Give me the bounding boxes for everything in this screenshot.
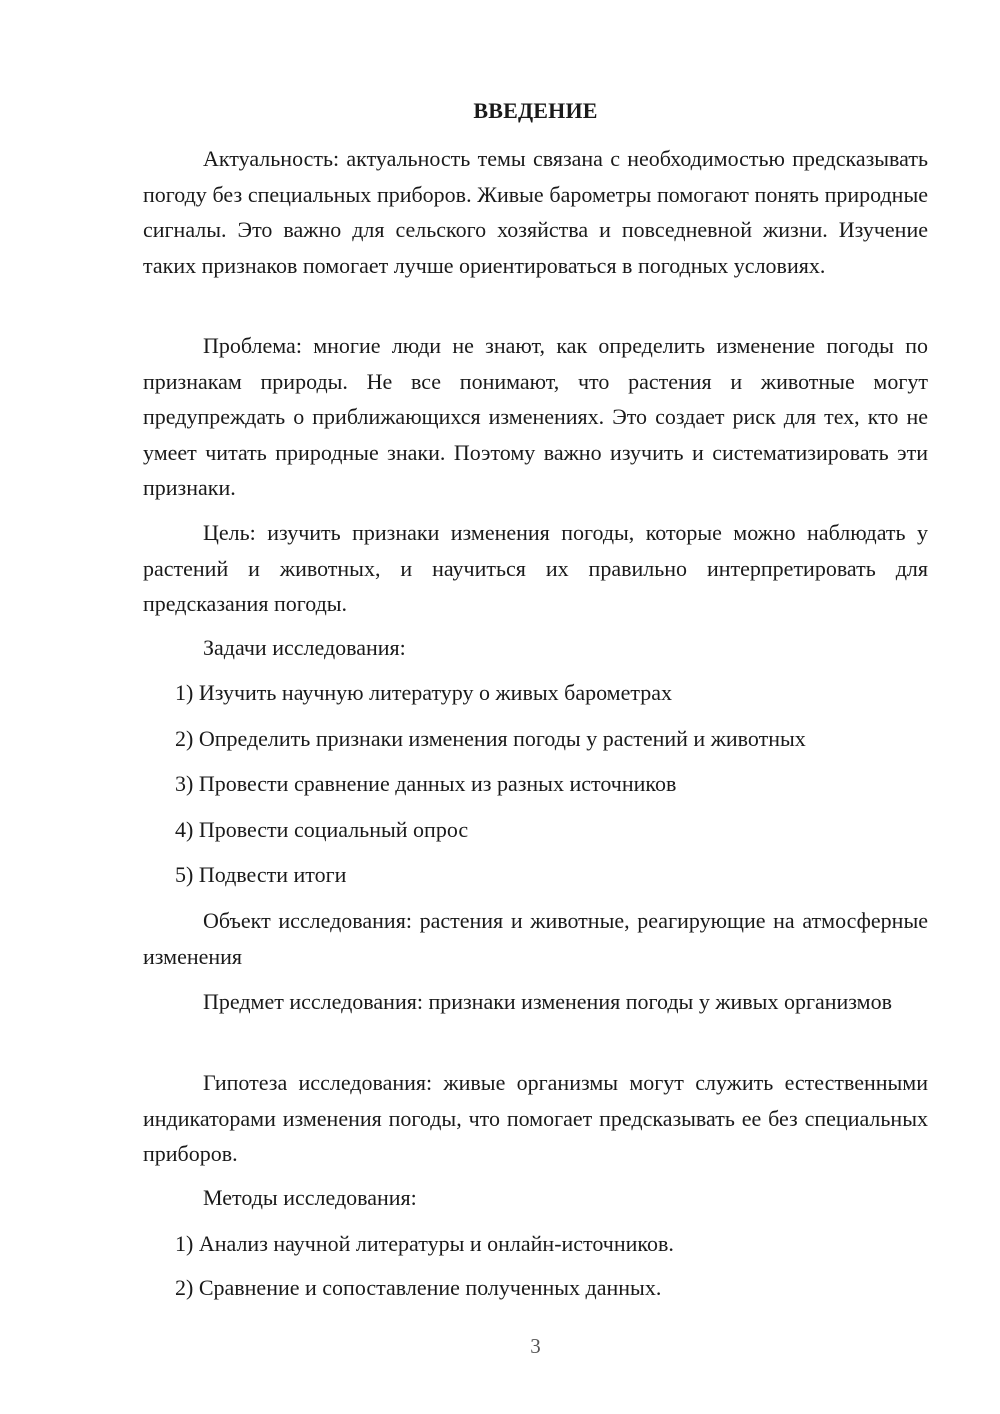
- goal-paragraph: Цель: изучить признаки изменения погоды, которые можно наблюдать у растений и животных, и научиться их правильно интерпретировать для предсказания погоды.: [143, 520, 928, 616]
- task-item: 3) Провести сравнение данных из разных источников: [175, 771, 677, 796]
- object-paragraph: Объект исследования: растения и животные, реагирующие на атмосферные изменения: [143, 908, 928, 969]
- task-item: 4) Провести социальный опрос: [175, 817, 469, 842]
- problem-paragraph: Проблема: многие люди не знают, как определить изменение погоды по признакам природы. Не все понимают, что растения и животные могут предупреждать о приближающихся изменениях. Это создает риск для тех, кто не умеет читать природные знаки. Поэтому важно изучить и систематизировать эти признаки.: [143, 333, 928, 500]
- page-number: 3: [530, 1334, 541, 1358]
- method-item: 2) Сравнение и сопоставление полученных данных.: [175, 1275, 662, 1300]
- method-item: 1) Анализ научной литературы и онлайн-источников.: [175, 1231, 674, 1256]
- hypothesis-paragraph: Гипотеза исследования: живые организмы могут служить естественными индикаторами изменения погоды, что помогает предсказывать ее без специальных приборов.: [143, 1070, 928, 1166]
- task-item: 1) Изучить научную литературу о живых барометрах: [175, 680, 672, 705]
- subject-paragraph: Предмет исследования: признаки изменения погоды у живых организмов: [203, 989, 892, 1014]
- document-page: [143, 0, 928, 1414]
- tasks-heading: Задачи исследования:: [203, 635, 406, 660]
- task-item: 5) Подвести итоги: [175, 862, 347, 887]
- relevance-paragraph: Актуальность: актуальность темы связана с необходимостью предсказывать погоду без специальных приборов. Живые барометры помогают понять природные сигналы. Это важно для сельского хозяйства и повседневной жизни. Изучение таких признаков помогает лучше ориентироваться в погодных условиях.: [143, 146, 928, 278]
- page-title: ВВЕДЕНИЕ: [473, 98, 598, 123]
- methods-heading: Методы исследования:: [203, 1185, 417, 1210]
- task-item: 2) Определить признаки изменения погоды у растений и животных: [175, 726, 806, 751]
